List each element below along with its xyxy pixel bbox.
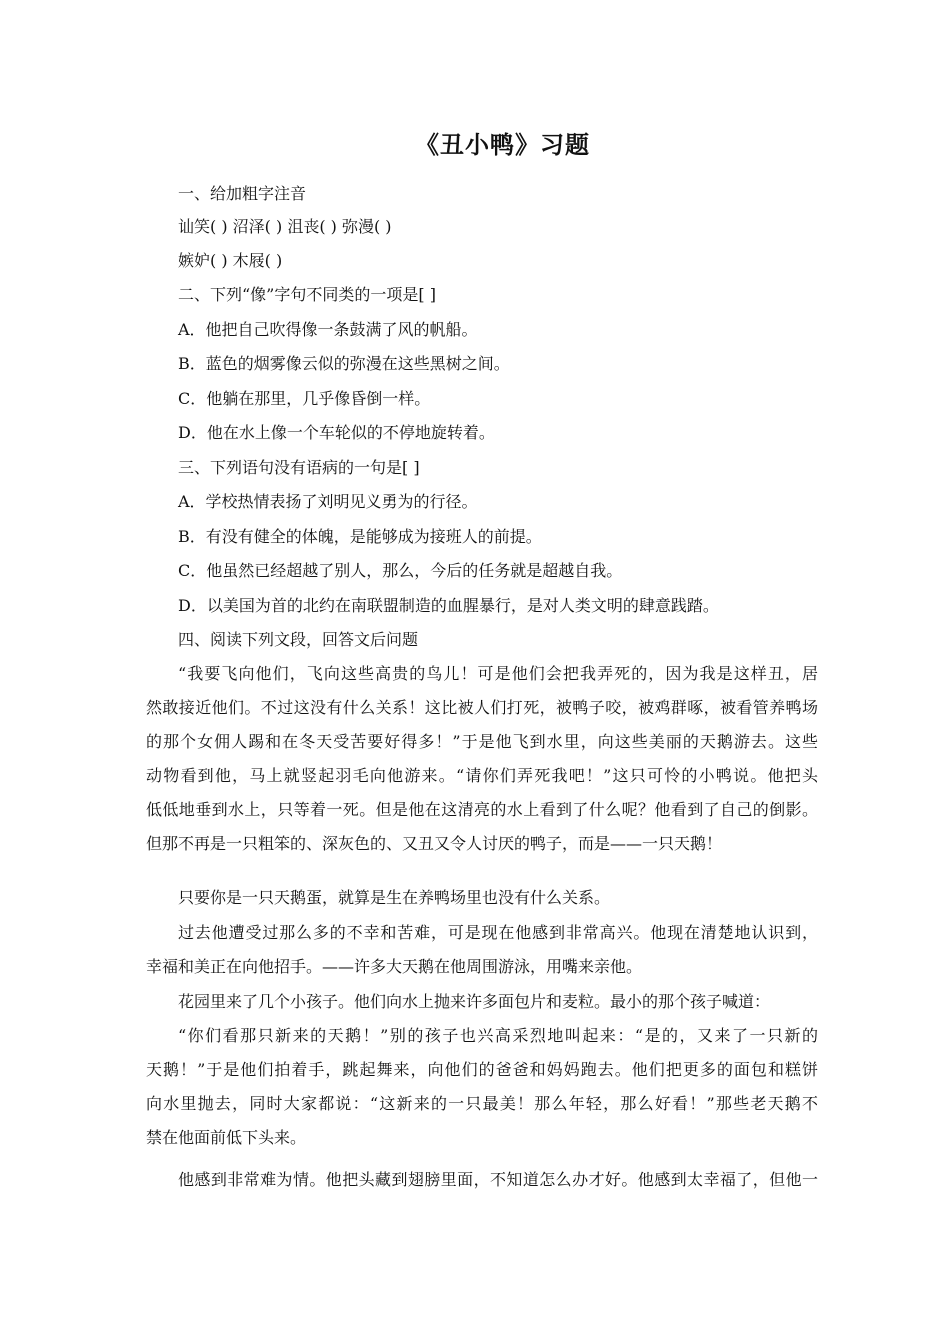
paragraph-line: 向水里抛去，同时大家都说：“这新来的一只最美！那么年轻，那么好看！”那些老天鹅不 xyxy=(146,1094,818,1113)
section2-option-d: D．他在水上像一个车轮似的不停地旋转着。 xyxy=(178,423,495,442)
paragraph-line: 花园里来了几个小孩子。他们向水上抛来许多面包片和麦粒。最小的那个孩子喊道： xyxy=(178,992,771,1011)
passage-paragraph-2 xyxy=(146,881,818,915)
paragraph-line: 低低地垂到水上，只等着一死。但是他在这清亮的水上看到了什么呢？他看到了自己的倒影。 xyxy=(146,800,818,819)
passage-paragraph-3 xyxy=(146,916,818,984)
paragraph-line: 的那个女佣人踢和在冬天受苦要好得多！”于是他飞到水里，向这些美丽的天鹅游去。这些 xyxy=(146,732,818,751)
passage-paragraph-1 xyxy=(146,657,818,861)
paragraph-line: 只要你是一只天鹅蛋，就算是生在养鸭场里也没有什么关系。 xyxy=(178,888,611,907)
section2-option-a: A．他把自己吹得像一条鼓满了风的帆船。 xyxy=(178,320,478,339)
paragraph-line: “你们看那只新来的天鹅！”别的孩子也兴高采烈地叫起来：“是的，又来了一只新的 xyxy=(178,1026,818,1045)
section3-option-d: D．以美国为首的北约在南联盟制造的血腥暴行，是对人类文明的肆意践踏。 xyxy=(178,596,719,615)
section3-option-a: A．学校热情表扬了刘明见义勇为的行径。 xyxy=(178,492,478,511)
document-title: 《丑小鸭》习题 xyxy=(415,130,590,159)
passage-paragraph-6 xyxy=(146,1163,818,1197)
paragraph-line: 但那不再是一只粗笨的、深灰色的、又丑又令人讨厌的鸭子，而是——一只天鹅！ xyxy=(146,834,723,853)
section1-heading: 一、给加粗字注音 xyxy=(178,184,307,203)
passage-paragraph-5 xyxy=(146,1019,818,1155)
paragraph-line: 禁在他面前低下头来。 xyxy=(146,1128,307,1147)
section1-line2: 嫉妒( ) 木屐( ) xyxy=(178,251,283,270)
section3-option-b: B．有没有健全的体魄，是能够成为接班人的前提。 xyxy=(178,527,542,546)
paragraph-line: 他感到非常难为情。他把头藏到翅膀里面，不知道怎么办才好。他感到太幸福了，但他一 xyxy=(178,1170,818,1189)
section1-line1: 讪笑( ) 沼泽( ) 沮丧( ) 弥漫( ) xyxy=(178,217,392,236)
paragraph-line: “我要飞向他们，飞向这些高贵的鸟儿！可是他们会把我弄死的，因为我是这样丑，居 xyxy=(178,664,818,683)
passage-paragraph-4 xyxy=(146,985,818,1019)
paragraph-line: 幸福和美正在向他招手。——许多大天鹅在他周围游泳，用嘴来亲他。 xyxy=(146,957,643,976)
section3-heading: 三、下列语句没有语病的一句是[ ] xyxy=(178,458,420,477)
section2-option-c: C．他躺在那里，几乎像昏倒一样。 xyxy=(178,389,431,408)
section2-heading: 二、下列“像”字句不同类的一项是[ ] xyxy=(178,285,436,304)
paragraph-line: 动物看到他，马上就竖起羽毛向他游来。“请你们弄死我吧！”这只可怜的小鸭说。他把头 xyxy=(146,766,818,785)
section4-heading: 四、阅读下列文段，回答文后问题 xyxy=(178,630,419,649)
paragraph-line: 然敢接近他们。不过这没有什么关系！这比被人们打死，被鸭子咬，被鸡群啄，被看管养鸭场 xyxy=(146,698,818,717)
paragraph-line: 天鹅！”于是他们拍着手，跳起舞来，向他们的爸爸和妈妈跑去。他们把更多的面包和糕饼 xyxy=(146,1060,818,1079)
section3-option-c: C．他虽然已经超越了别人，那么，今后的任务就是超越自我。 xyxy=(178,561,623,580)
paragraph-line: 过去他遭受过那么多的不幸和苦难，可是现在他感到非常高兴。他现在清楚地认识到， xyxy=(178,923,818,942)
section2-option-b: B．蓝色的烟雾像云似的弥漫在这些黑树之间。 xyxy=(178,354,510,373)
